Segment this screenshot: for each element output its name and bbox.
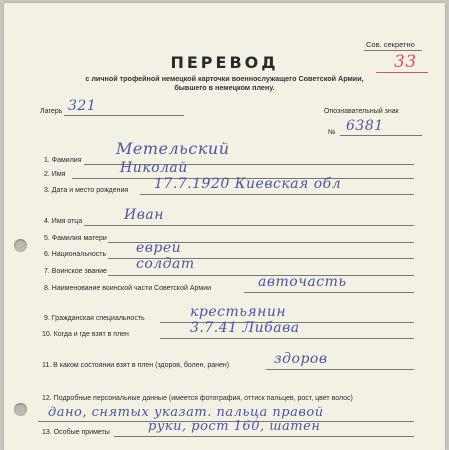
field-features-label: 13. Особые приметы [42, 429, 110, 436]
camp-underline [64, 115, 184, 116]
field-rank-label: 7. Воинское звание [44, 268, 107, 275]
field-condition-value: здоров [274, 351, 328, 367]
field-birth-value: 17.7.1920 Киевская обл [154, 176, 342, 192]
field-captured-value: 3.7.41 Либава [190, 320, 300, 336]
field-father-value: Иван [124, 207, 164, 223]
field-condition-label: 11. В каком состоянии взят в плен (здоров, болен, ранен) [42, 362, 230, 369]
classification-label: Сов. секретно [366, 40, 415, 49]
document-number-underline [376, 72, 428, 73]
field-father-underline [84, 225, 414, 226]
camp-label: Лагерь [40, 108, 63, 115]
field-birth-underline [140, 194, 414, 195]
field-name-label: 2. Имя [44, 171, 66, 178]
field-name-value: Николай [120, 160, 188, 176]
field-captured-label: 10. Когда и где взят в плен [42, 331, 129, 338]
page-subtitle-line2: бывшего в немецком плену. [174, 83, 275, 92]
tag-underline [340, 135, 422, 136]
tag-label: Опознавательный знак [324, 108, 399, 115]
document-sheet [4, 3, 445, 450]
field-surname-value: Метельский [116, 139, 230, 158]
binder-hole-bottom [14, 403, 27, 416]
field-captured-underline [160, 338, 414, 339]
field-features-value: руки, рост 160, шатен [148, 419, 321, 434]
field-features-underline [114, 436, 414, 437]
field-condition-underline [266, 369, 414, 370]
page-subtitle-line1: с личной трофейной немецкой карточки военнослужащего Советской Армии, [85, 74, 364, 83]
field-profession-label: 9. Гражданская специальность [44, 315, 145, 322]
classification-underline [364, 50, 422, 51]
field-personal-data-label: 12. Подробные персональные данные (имеется фотография, оттиск пальцев, рост, цвет волос) [42, 395, 353, 402]
field-rank-value: солдат [136, 256, 195, 272]
camp-value: 321 [68, 98, 97, 114]
field-nationality-label: 6. Национальность [44, 251, 107, 258]
field-personal-data-value: дано, снятых указат. пальца правой [48, 405, 324, 420]
tag-number-sign: № [328, 129, 336, 136]
tag-value: 6381 [346, 118, 384, 134]
field-father-label: 4. Имя отца [44, 218, 83, 225]
binder-hole-top [14, 239, 27, 252]
page-title: ПЕРЕВОД [170, 53, 279, 72]
field-unit-underline [244, 292, 414, 293]
field-profession-value: крестьянин [190, 304, 287, 320]
field-surname-label: 1. Фамилия [44, 157, 82, 164]
field-nationality-value: еврей [136, 240, 182, 256]
field-unit-value: авточасть [258, 274, 347, 290]
field-unit-label: 8. Наименование воинской части Советской Армии [44, 285, 212, 292]
field-birth-label: 3. Дата и место рождения [44, 187, 129, 194]
document-number-handwritten: 33 [394, 52, 417, 72]
field-mother-label: 5. Фамилия матери [44, 235, 107, 242]
